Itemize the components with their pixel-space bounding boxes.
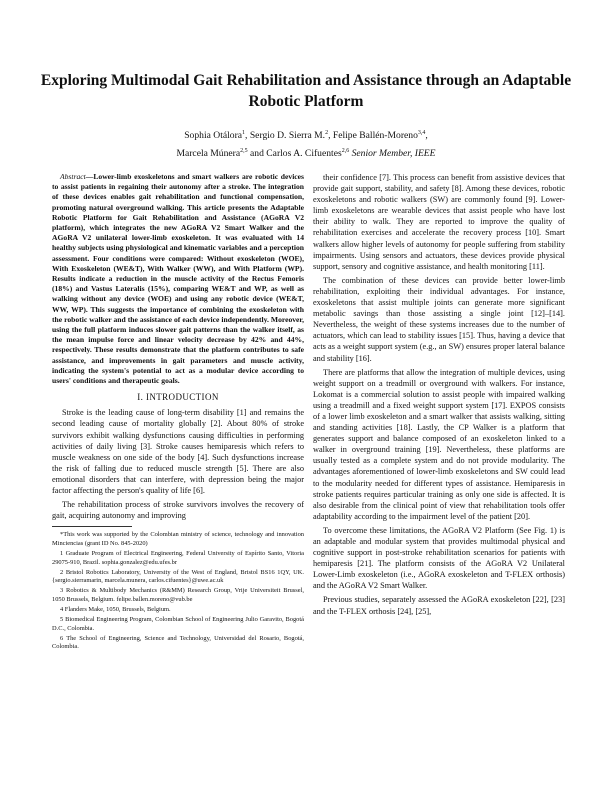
author-name: Sergio D. Sierra M.: [249, 130, 326, 142]
member-grade: Senior Member, IEEE: [351, 147, 436, 159]
author-list: [60, 126, 552, 161]
footnote-divider: [52, 526, 132, 527]
affiliation-mark: 2,5: [240, 147, 248, 154]
separator: ,: [245, 130, 250, 142]
paper-title: Exploring Multimodal Gait Rehabilitation and Assistance through an Adaptable Robotic Platform: [40, 72, 572, 110]
affiliation-mark: 2,6: [341, 147, 350, 154]
footnote: 3 Robotics & Multibody Mechanics (R&MM) Research Group, Vrije Universiteit Brussel, 1050 Brussels, Belgium. felipe.ballen.moreno@vub.be: [52, 587, 304, 603]
footnote: 2 Bristol Robotics Laboratory, University of the West of England, Bristol BS16 1QY, UK. {sergio.sierramarin, marcela.munera, carlos.cifuentes}@uwe.ac.uk: [52, 568, 304, 585]
author-name: Sophia Otálora: [184, 130, 243, 142]
separator: ,: [328, 130, 333, 142]
author-name: Carlos A. Cifuentes: [266, 147, 342, 159]
author-name: Marcela Múnera: [176, 147, 241, 159]
footnote: 6 The School of Engineering, Science and Technology, Universidad del Rosario, Bogotá, Colombia.: [52, 634, 304, 651]
body-paragraph: Previous studies, separately assessed the AGoRA exoskeleton [22], [23] and the T-FLEX orthosis [24], [25],: [313, 595, 565, 616]
left-column: [52, 172, 304, 654]
separator: and: [247, 147, 267, 159]
body-paragraph: The rehabilitation process of stroke survivors involves the recovery of gait, acquiring autonomy and improving: [52, 500, 304, 521]
right-column: [313, 172, 565, 620]
abstract: [52, 172, 304, 386]
body-paragraph: To overcome these limitations, the AGoRA V2 Platform (See Fig. 1) is an adaptable and modular system that provides multimodal physical and cognitive support in post-stroke rehabilitation scenarios for patients with hemiparesis [21]. The platform consists of the AGoRA V2 Unilateral Lower-Limb exoskeleton (i.e., AGoRA exoskeleton and T-FLEX orthosis) and the AGoRA V2 Smart Walker.: [313, 525, 565, 591]
body-paragraph: There are platforms that allow the integration of multiple devices, using weight support on a treadmill or overground with walkers. For instance, Lokomat is a commercial solution to assist people with impaired walking using a treadmill and a fixed weight support system [17]. EXPOS consists of a lower limb exoskeleton and a smart walker that assists walking, sitting and standing activities [18]. Lastly, the CP Walker is a platform that generates support and balance composed of an exoskeleton linked to a walker in overground training [19]. Nevertheless, these platforms are usually tested as a complete system and do not provide modularity. The advantages aforementioned of lower-limb exoskeletons and SW could lead to the modularity needed for different types of assistance. Hemiparesis in stroke patients requires particular training as only one side is affected. It is also desirable from the clinical point of view that rehabilitation tools offer adaptability according to the impairment level of the patient [20].: [313, 367, 565, 521]
footnote: 4 Flanders Make, 1050, Brussels, Belgium.: [60, 606, 171, 614]
affiliation-mark: 1: [242, 130, 246, 136]
body-paragraph: their confidence [7]. This process can benefit from assistive devices that provide gait support, stability, and safety [8]. Among these devices, robotic exoskeletons and robotic walkers (SW) are commonly found [9]. Lower-limb exoskeletons are wearable devices that assist people who have lost their ability to walk. They are reported to improve the quality of rehabilitation exercises and accelerate the recovery process [10]. Smart walkers allow higher levels of autonomy for people suffering from stability impairments. Using sensors and actuators, these devices provide physical support, sensory and cognitive assistance, and health monitoring [11].: [313, 173, 565, 271]
separator: ,: [425, 130, 428, 142]
footnote: 5 Biomedical Engineering Program, Colombian School of Engineering Julio Garavito, Bogotá D.C., Colombia.: [52, 616, 304, 632]
abstract-label: Abstract: [60, 172, 86, 181]
abstract-text: —Lower-limb exoskeletons and smart walkers are robotic devices to assist patients in regaining their autonomy after a stroke. The integration of these devices enables gait rehabilitation and functional compensation, promoting natural overground walking. This article presents the Adaptable Robotic Platform for Gait Rehabilitation and Assistance (AGoRA V2 platform), which integrates the new AGoRA V2 Smart Walker and the AGoRA V2 unilateral lower-limb exoskeleton. It was evaluated with 14 healthy subjects using physiological and kinematic variables and a perception assessment. Four conditions were compared: Without exoskeleton (WOE), With Exoskeleton (WE&T), With Walker (WW), and With Platform (WP). Results indicate a reduction in the muscle activity of the Rectus Femoris (18%) and Vastus Lateralis (15%), comparing WE&T and WP, as well as walking without any device (WOE) and using any robotic device (WE&T, WW, WP). This suggests the importance of combining the exoskeleton with the robotic walker and the assistance of each device independently. Moreover, using the full platform induces slower gait patterns than the walker itself, as the mean impulse force and linear velocity decrease by 42% and 44%, respectively. These results demonstrate that the platform contributes to safe assistance, and improvements in gait parameters and muscle activity, indicating the system's potential to act as a modular device according to users' conditions and therapeutic goals.: [52, 172, 304, 386]
footnote: 1 Graduate Program of Electrical Engineering, Federal University of Espírito Santo, Vitoria 29075-910, Brazil. sophia.gonzalez@edu.ufes.br: [52, 549, 304, 566]
author-name: Felipe Ballén-Moreno: [332, 130, 418, 142]
section-heading: I. INTRODUCTION: [137, 392, 219, 403]
footnote: *This work was supported by the Colombian ministry of science, technology and innovation Minciencias (grant ID No. 845-2020): [52, 531, 304, 547]
body-paragraph: Stroke is the leading cause of long-term disability [1] and remains the second leading cause of mortality globally [2]. About 80% of stroke survivors exhibit walking dysfunctions causing difficulties in performing activities of daily living [3]. Stroke causes hemiparesis which refers to muscle weakness on one side of the body [4]. Such dysfunctions increase the risk of falling due to reduced muscle strength [5]. There are also emotional disorders that can interfere, with depression being the major factor affecting the person's quality of life [6].: [52, 408, 304, 496]
affiliation-mark: 3,4: [417, 130, 426, 136]
body-paragraph: The combination of these devices can provide better lower-limb rehabilitation, exploiting their individual advantages. For instance, exoskeletons that assist multiple joints can generate more significant metabolic savings than those assisting a single joint [12]–[14]. Nevertheless, the weight of these systems increases due to the number of actuators, which can lead to stability issues [15]. Thus, having a device that acts as a weight support system (e.g., an SW) ensures proper lateral balance and stability [16].: [313, 275, 565, 363]
affiliation-mark: 2: [325, 130, 329, 136]
